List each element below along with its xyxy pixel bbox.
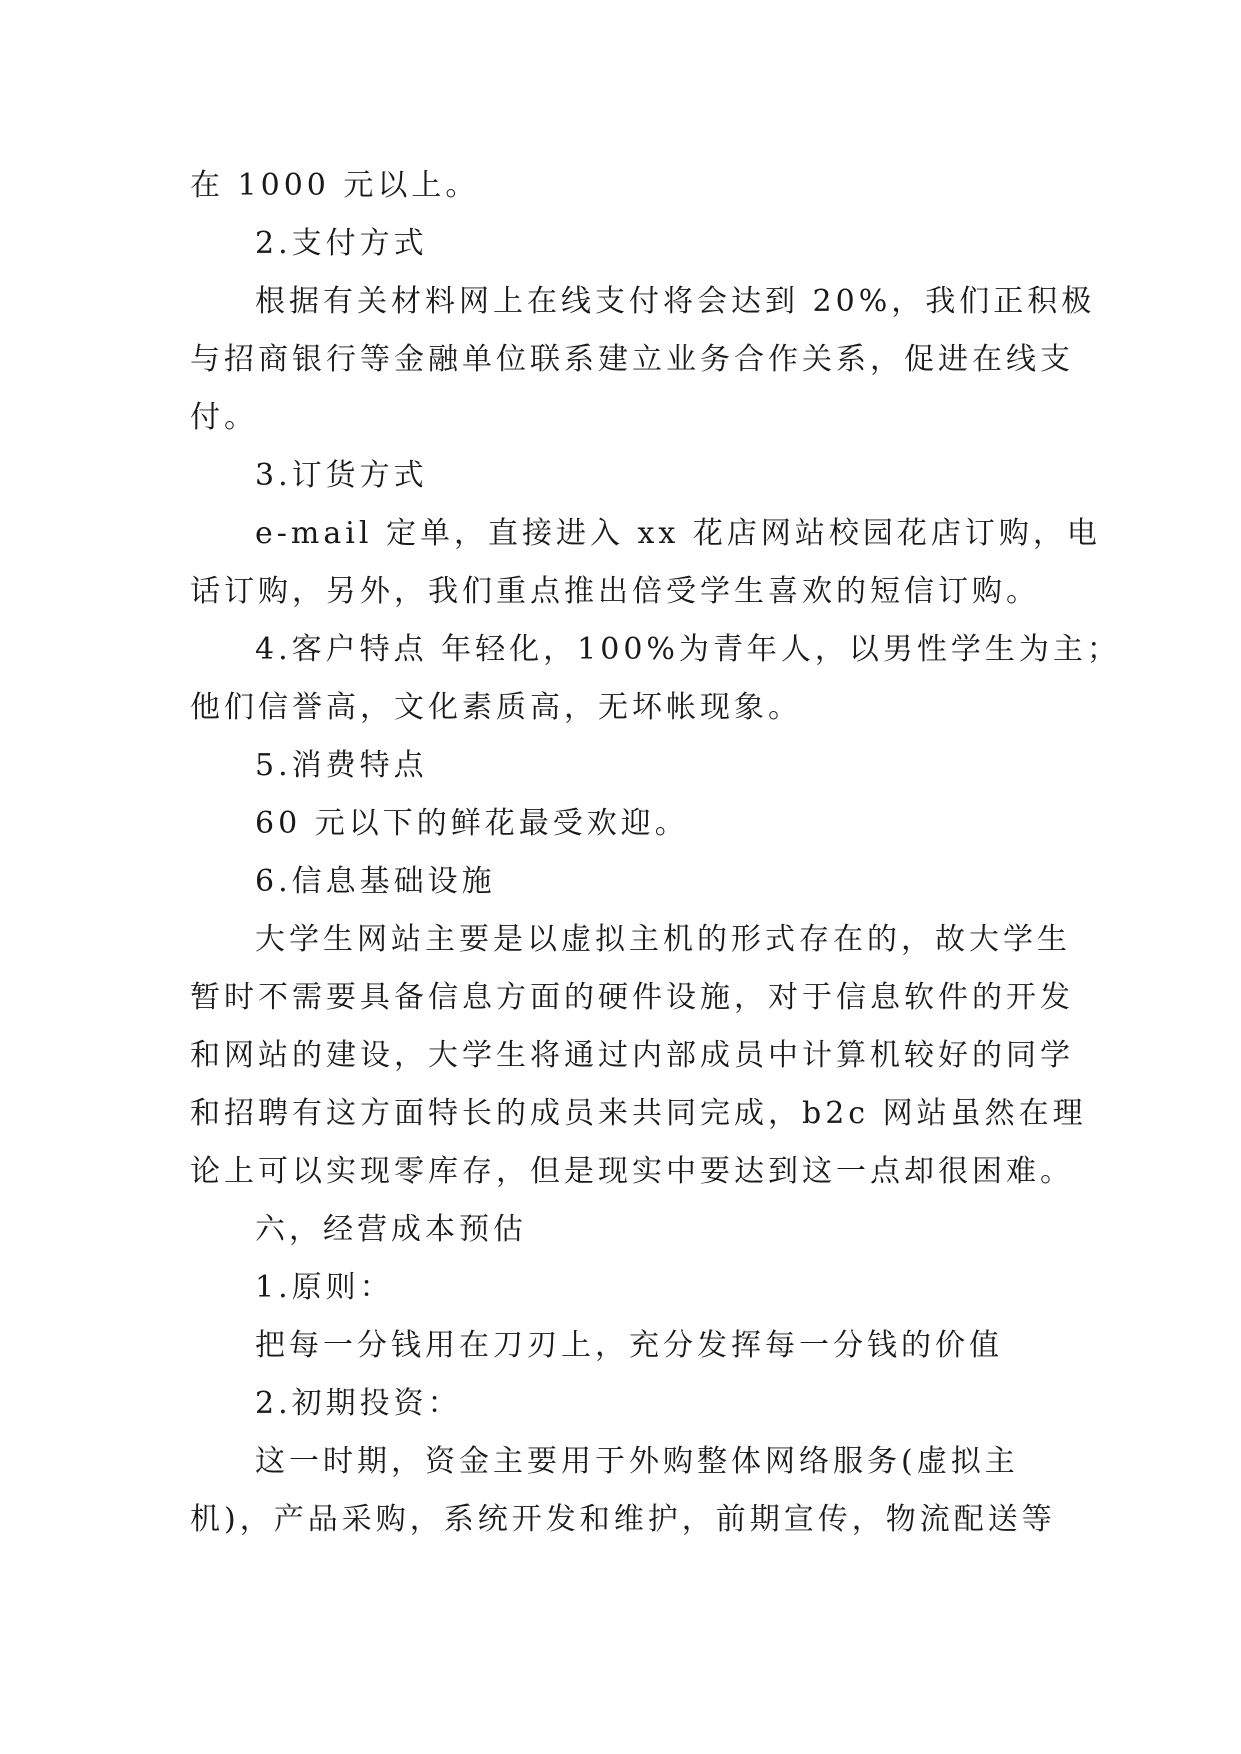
document-body bbox=[190, 157, 1121, 1549]
text-line-12: 60 元以下的鲜花最受欢迎。 bbox=[255, 806, 689, 841]
text-line-20: 1.原则： bbox=[255, 1270, 394, 1305]
text-line-22: 2.初期投资： bbox=[255, 1386, 462, 1421]
text-line-19: 六，经营成本预估 bbox=[255, 1212, 527, 1247]
text-line-23: 这一时期，资金主要用于外购整体网络服务(虚拟主 bbox=[255, 1444, 1019, 1479]
text-line-09: 4.客户特点 年轻化，100%为青年人，以男性学生为主； bbox=[255, 632, 1121, 667]
text-line-14: 大学生网站主要是以虚拟主机的形式存在的，故大学生 bbox=[255, 922, 1071, 957]
text-line-05: 付。 bbox=[190, 400, 258, 435]
text-line-07: e-mail 定单，直接进入 xx 花店网站校园花店订购，电 bbox=[255, 516, 1101, 551]
text-line-15: 暂时不需要具备信息方面的硬件设施，对于信息软件的开发 bbox=[190, 980, 1074, 1015]
text-line-02: 2.支付方式 bbox=[255, 226, 428, 261]
text-line-24: 机)，产品采购，系统开发和维护，前期宣传，物流配送等 bbox=[190, 1502, 1056, 1537]
text-line-16: 和网站的建设，大学生将通过内部成员中计算机较好的同学 bbox=[190, 1038, 1074, 1073]
text-line-08: 话订购，另外，我们重点推出倍受学生喜欢的短信订购。 bbox=[190, 574, 1040, 609]
text-line-03: 根据有关材料网上在线支付将会达到 20%，我们正积极 bbox=[255, 284, 1096, 319]
text-line-17: 和招聘有这方面特长的成员来共同完成，b2c 网站虽然在理 bbox=[190, 1096, 1087, 1131]
text-line-13: 6.信息基础设施 bbox=[255, 864, 496, 899]
text-line-18: 论上可以实现零库存，但是现实中要达到这一点却很困难。 bbox=[190, 1154, 1074, 1189]
text-line-06: 3.订货方式 bbox=[255, 458, 428, 493]
text-line-01: 在 1000 元以上。 bbox=[190, 168, 480, 203]
text-line-04: 与招商银行等金融单位联系建立业务合作关系，促进在线支 bbox=[190, 342, 1074, 377]
text-line-10: 他们信誉高，文化素质高，无坏帐现象。 bbox=[190, 690, 802, 725]
text-line-21: 把每一分钱用在刀刃上，充分发挥每一分钱的价值 bbox=[255, 1328, 1003, 1363]
text-line-11: 5.消费特点 bbox=[255, 748, 428, 783]
